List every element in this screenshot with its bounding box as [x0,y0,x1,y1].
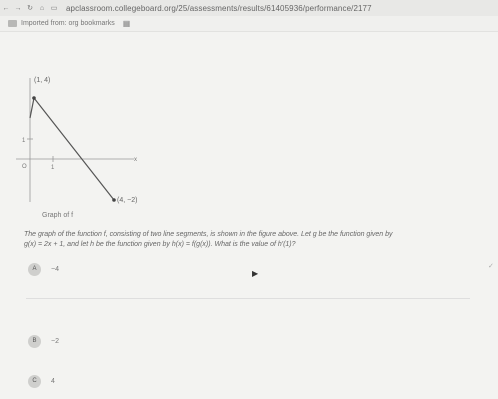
folder-icon [8,20,17,27]
choice-letter-c[interactable]: C [28,375,41,388]
home-icon[interactable]: ⌂ [39,4,45,12]
question-line-1: The graph of the function f, consisting of two line segments, is shown in the figure above. Let g be the function given by [24,231,393,238]
cursor-icon: ▶ [252,269,259,278]
x-tick-label: 1 [51,165,55,171]
graph-of-f [4,52,144,210]
address-bar[interactable]: apclassroom.collegeboard.org/25/assessments/results/61405936/performance/2177 [66,3,372,13]
y-tick-label: 1 [22,138,26,144]
graph-caption: Graph of f [42,212,74,219]
graph-line [30,98,114,200]
tab-icon[interactable]: ▭ [50,5,58,12]
x-axis-label: x [134,157,137,163]
choice-letter-a[interactable]: A [28,263,41,276]
choice-value-a: −4 [51,265,59,273]
answer-choice-c[interactable] [28,372,55,390]
bookmark-folder[interactable]: Imported from: org bookmarks [21,20,115,27]
answer-choice-a[interactable] [28,260,59,278]
back-icon[interactable]: ← [2,4,10,12]
point-bottom-label: (4, −2) [117,197,138,204]
origin-label: O [22,164,27,170]
point-top-label: (1, 4) [34,77,51,84]
choice-value-c: 4 [51,377,55,385]
choice-divider [26,298,470,299]
reload-icon[interactable]: ↻ [27,5,33,12]
point-bottom [112,198,116,202]
choice-value-b: −2 [51,337,59,345]
question-line-2: g(x) = 2x + 1, and let h be the function given by h(x) = f(g(x)). What is the value of h′(1)? [24,241,296,248]
bookmarks-bar [0,16,498,32]
point-top [32,96,36,100]
forward-icon[interactable]: → [14,4,22,12]
choice-letter-b[interactable]: B [28,335,41,348]
chevron-icon[interactable]: ✓ [488,263,494,270]
browser-toolbar [0,0,498,16]
answer-choice-b[interactable] [28,332,59,350]
question-text [24,230,484,250]
grid-icon[interactable]: ▦ [122,19,131,28]
